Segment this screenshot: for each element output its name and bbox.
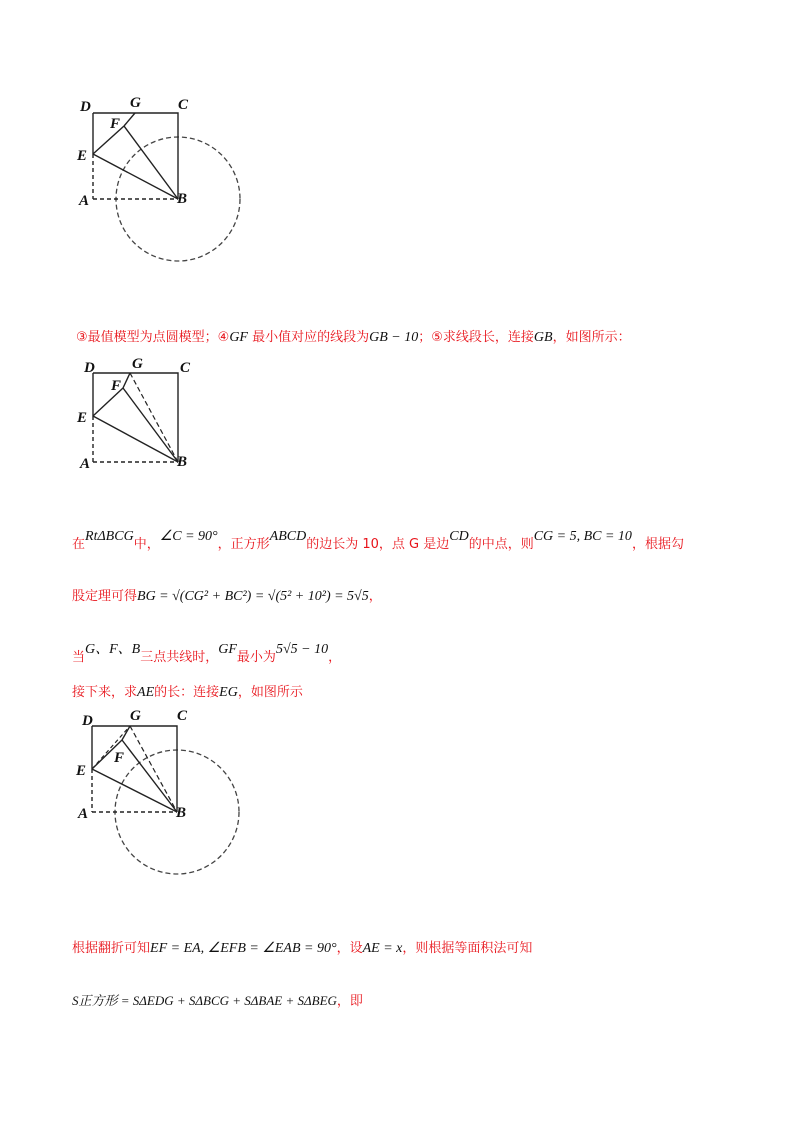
line5-p3: ，如图所示	[237, 685, 303, 700]
label-A: A	[80, 456, 91, 472]
label-B: B	[177, 191, 188, 207]
label-F: F	[114, 750, 125, 766]
label-C: C	[180, 360, 191, 376]
line2-p6: ，根据勾	[631, 537, 684, 552]
line3-m1: BG = √(CG² + BC²) = √(5² + 10²) = 5√5	[137, 589, 369, 604]
line1-m3: GB	[533, 330, 553, 345]
line1-p2: 最小值对应的线段为	[247, 330, 370, 345]
label-D: D	[80, 99, 91, 115]
figure-1	[60, 90, 260, 270]
line5-p2: 的长：连接	[154, 685, 220, 700]
label-G: G	[130, 708, 141, 724]
line3-p2: ，	[368, 589, 382, 604]
text-line-1	[76, 326, 631, 346]
label-A: A	[78, 806, 89, 822]
line2-m3: ABCD	[269, 529, 307, 544]
line2-p4: 的边长为 10，点 G 是边	[306, 537, 450, 552]
label-C: C	[177, 708, 188, 724]
label-E: E	[77, 410, 88, 426]
line2-m1: RtΔBCG	[85, 529, 134, 544]
line6-p2: ，设	[336, 941, 363, 956]
line4-m3: 5√5 − 10	[275, 642, 329, 657]
line4-p1: 当	[72, 650, 86, 665]
line1-m2: GB − 10	[369, 330, 419, 345]
text-line-6	[72, 937, 532, 957]
label-D: D	[82, 713, 93, 729]
text-line-5	[72, 681, 303, 701]
label-E: E	[77, 148, 88, 164]
line4-p3: 最小为	[236, 650, 276, 665]
text-line-4	[72, 638, 341, 665]
label-D: D	[84, 360, 95, 376]
line6-m2: AE = x	[362, 941, 403, 956]
line6-p1: 根据翻折可知	[72, 941, 151, 956]
label-C: C	[178, 97, 189, 113]
text-line-7	[72, 990, 363, 1009]
line2-m2: ∠C = 90°	[159, 529, 218, 544]
line1-p1: ③最值模型为点圆模型；④	[76, 330, 230, 345]
label-E: E	[76, 763, 87, 779]
line4-m2: GF	[218, 642, 237, 657]
line1-p4: ，如图所示：	[552, 330, 631, 345]
line5-m2: EG	[219, 685, 238, 700]
line7-m1: S正方形 = SΔEDG + SΔBCG + SΔBAE + SΔBEG	[72, 993, 337, 1008]
line1-p3: ；⑤求线段长，连接	[418, 330, 534, 345]
line4-m1: G、F、B	[85, 642, 141, 657]
line2-m5: CG = 5, BC = 10	[533, 529, 632, 544]
line5-m1: AE	[137, 685, 155, 700]
text-line-2	[72, 528, 684, 552]
line7-p1: ，即	[336, 994, 363, 1009]
line6-p3: ，则根据等面积法可知	[402, 941, 533, 956]
label-G: G	[132, 356, 143, 372]
line2-p1: 在	[72, 537, 86, 552]
text-line-3	[72, 585, 382, 605]
line1-m1: GF	[229, 330, 248, 345]
figure-3	[60, 700, 260, 880]
line2-p3: ，正方形	[217, 537, 270, 552]
line6-m1: EF = EA, ∠EFB = ∠EAB = 90°	[150, 941, 337, 956]
line5-p1: 接下来，求	[72, 685, 138, 700]
figure-2	[60, 350, 260, 480]
label-A: A	[79, 193, 90, 209]
label-G: G	[130, 95, 141, 111]
line3-p1: 股定理可得	[72, 589, 138, 604]
line2-m4: CD	[449, 529, 469, 544]
label-F: F	[110, 116, 121, 132]
line2-p2: 中，	[133, 537, 160, 552]
line4-p4: ，	[328, 650, 342, 665]
line2-p5: 的中点，则	[468, 537, 534, 552]
label-B: B	[176, 805, 187, 821]
line4-p2: 三点共线时，	[140, 650, 219, 665]
label-F: F	[111, 378, 122, 394]
label-B: B	[177, 454, 188, 470]
